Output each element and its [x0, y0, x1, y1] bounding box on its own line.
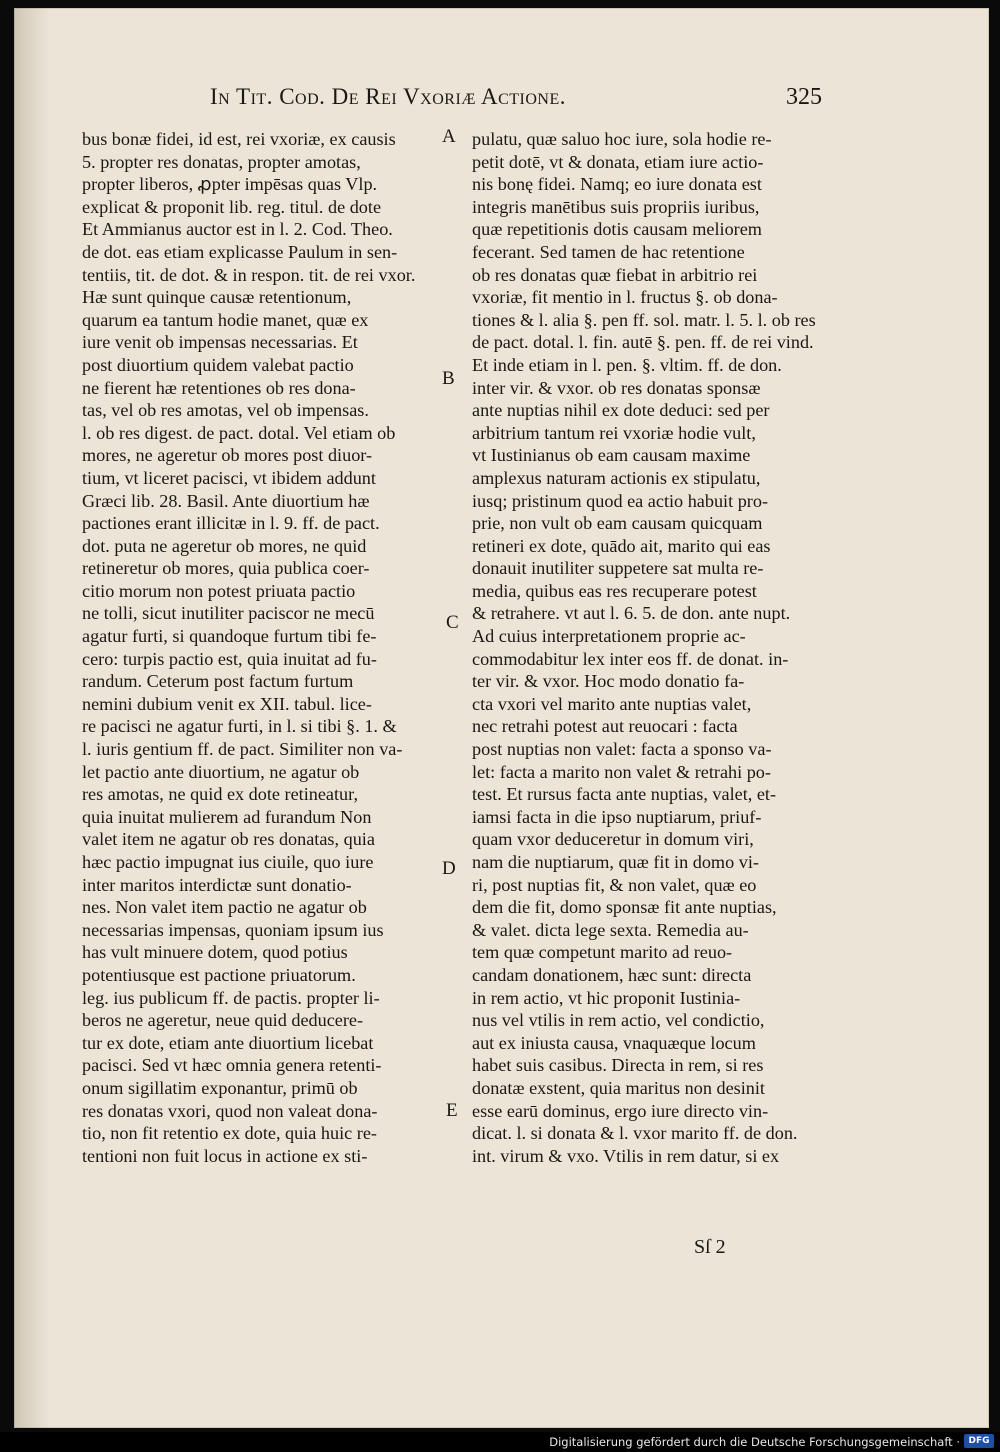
text-line: commodabitur lex inter eos ff. de donat. in- — [472, 648, 789, 669]
text-line: habet suis casibus. Directa in rem, si res — [472, 1055, 764, 1076]
text-line: Græci lib. 28. Basil. Ante diuortium hæ — [82, 490, 370, 511]
text-line: ne tolli, sicut inutiliter paciscor ne mecū — [82, 603, 375, 624]
text-line: amplexus naturam actionis ex stipulatu, — [472, 467, 761, 488]
text-line: test. Et rursus facta ante nuptias, valet, et- — [472, 784, 777, 805]
text-line: propter liberos, ꝓpter impēsas quas Vlp. — [82, 174, 378, 195]
text-line: cta vxori vel marito ante nuptias valet, — [472, 693, 752, 714]
text-line: dot. puta ne ageretur ob mores, ne quid — [82, 535, 367, 556]
margin-marker-e: E — [446, 1100, 458, 1121]
text-line: donatæ exstent, quia maritus non desinit — [472, 1077, 765, 1098]
text-line: leg. ius publicum ff. de pactis. propter li- — [82, 987, 380, 1008]
text-line: nis bonę fidei. Namq; eo iure donata est — [472, 174, 762, 195]
text-line: tiones & l. alia §. pen ff. sol. matr. l. 5. l. ob res — [472, 309, 816, 330]
text-line: ri, post nuptias fit, & non valet, quæ eo — [472, 874, 757, 895]
text-line: post nuptias non valet: facta a sponso va- — [472, 739, 772, 760]
footer-credit: Digitalisierung gefördert durch die Deutsche Forschungsgemeinschaft · — [549, 1435, 960, 1449]
text-line: candam donationem, hæc sunt: directa — [472, 964, 752, 985]
text-line: nus vel vtilis in rem actio, vel condictio, — [472, 1010, 765, 1031]
text-line: dicat. l. si donata & l. vxor marito ff. de don. — [472, 1123, 798, 1144]
text-line: valet item ne agatur ob res donatas, quia — [82, 829, 375, 850]
text-line: vxoriæ, fit mentio in l. fructus §. ob dona- — [472, 287, 778, 308]
text-line: esse earū dominus, ergo iure directo vin- — [472, 1100, 769, 1121]
text-line: has vult minuere dotem, quod potius — [82, 942, 348, 963]
text-line: citio morum non potest priuata pactio — [82, 580, 356, 601]
text-line: iusq; pristinum quod ea actio habuit pro- — [472, 490, 768, 511]
text-line: de pact. dotal. l. fin. autē §. pen. ff. de rei vind. — [472, 332, 814, 353]
text-line: l. iuris gentium ff. de pact. Similiter non va- — [82, 739, 403, 760]
text-line: & retrahere. vt aut l. 6. 5. de don. ante nupt. — [472, 603, 791, 624]
dfg-logo: DFG — [964, 1434, 994, 1448]
text-line: aut ex iniusta causa, vnaquæque locum — [472, 1032, 756, 1053]
text-line: ter vir. & vxor. Hoc modo donatio fa- — [472, 671, 745, 692]
text-line: ante nuptias nihil ex dote deduci: sed per — [472, 400, 770, 421]
text-line: necessarias impensas, quoniam ipsum ius — [82, 919, 384, 940]
text-line: bus bonæ fidei, id est, rei vxoriæ, ex causis — [82, 129, 396, 149]
text-line: retineretur ob mores, quia publica coer- — [82, 558, 370, 579]
text-line: randum. Ceterum post factum furtum — [82, 671, 354, 692]
text-line: let pactio ante diuortium, ne agatur ob — [82, 761, 360, 782]
text-line: quarum ea tantum hodie manet, quæ ex — [82, 309, 369, 330]
signature-mark: Sſ 2 — [694, 1236, 726, 1258]
text-line: Et Ammianus auctor est in l. 2. Cod. Theo. — [82, 219, 393, 240]
text-line: integris manētibus suis propriis iuribus, — [472, 196, 760, 217]
text-line: inter maritos interdictæ sunt donatio- — [82, 874, 352, 895]
text-line: Hæ sunt quinque causæ retentionum, — [82, 287, 352, 308]
text-line: nemini dubium venit ex XII. tabul. lice- — [82, 693, 372, 714]
text-line: nec retrahi potest aut reuocari : facta — [472, 716, 738, 737]
text-line: tio, non fit retentio ex dote, quia huic re- — [82, 1123, 377, 1144]
text-line: int. virum & vxo. Vtilis in rem datur, si ex — [472, 1145, 780, 1166]
text-line: pactiones erant illicitæ in l. 9. ff. de pact. — [82, 513, 380, 534]
margin-marker-b: B — [442, 368, 455, 389]
text-line: nes. Non valet item pactio ne agatur ob — [82, 897, 367, 918]
text-line: inter vir. & vxor. ob res donatas sponsæ — [472, 377, 761, 398]
text-line: let: facta a marito non valet & retrahi po- — [472, 761, 771, 782]
text-line: tentiis, tit. de dot. & in respon. tit. de rei vxor. — [82, 264, 416, 285]
text-line: beros ne ageretur, neue quid deducere- — [82, 1010, 364, 1031]
text-line: ne fierent hæ retentiones ob res dona- — [82, 377, 356, 398]
text-line: l. ob res digest. de pact. dotal. Vel etiam ob — [82, 422, 396, 443]
text-line: donauit inutiliter suppetere sat multa re- — [472, 558, 764, 579]
text-line: arbitrium tantum rei vxoriæ hodie vult, — [472, 422, 756, 443]
text-line: iure venit ob impensas necessarias. Et — [82, 332, 358, 353]
text-line: post diuortium quidem valebat pactio — [82, 354, 354, 375]
text-line: Et inde etiam in l. pen. §. vltim. ff. de don. — [472, 354, 782, 375]
text-line: fecerant. Sed tamen de hac retentione — [472, 241, 745, 262]
margin-marker-a: A — [442, 126, 456, 147]
text-line: Ad cuius interpretationem proprie ac- — [472, 626, 746, 647]
running-head: In Tit. Cod. De Rei Vxoriæ Actione. — [210, 84, 567, 109]
text-line: in rem actio, vt hic proponit Iustinia- — [472, 987, 741, 1008]
text-line: pulatu, quæ saluo hoc iure, sola hodie re- — [472, 129, 772, 149]
page-number: 325 — [786, 84, 822, 110]
text-line: iamsi facta in die ipso nuptiarum, priuf- — [472, 806, 762, 827]
text-line: ob res donatas quæ fiebat in arbitrio rei — [472, 264, 758, 285]
text-line: pacisci. Sed vt hæc omnia genera retenti- — [82, 1055, 382, 1076]
text-line: mores, ne ageretur ob mores post diuor- — [82, 445, 373, 466]
margin-marker-c: C — [446, 612, 459, 633]
text-line: nam die nuptiarum, quæ fit in domo vi- — [472, 852, 759, 872]
text-line: tur ex dote, etiam ante diuortium licebat — [82, 1032, 374, 1053]
text-line: petit dotē, vt & donata, etiam iure actio- — [472, 151, 764, 172]
text-line: 5. propter res donatas, propter amotas, — [82, 151, 361, 172]
text-line: prie, non vult ob eam causam quicquam — [472, 513, 763, 534]
text-line: & valet. dicta lege sexta. Remedia au- — [472, 919, 749, 940]
text-line: potentiusque est pactione priuatorum. — [82, 964, 356, 985]
text-line: retineri ex dote, quādo ait, marito qui eas — [472, 535, 771, 556]
right-text-column — [472, 128, 837, 1167]
margin-marker-d: D — [442, 858, 456, 879]
text-line: onum sigillatim exponantur, primū ob — [82, 1077, 358, 1098]
text-line: cero: turpis pactio est, quia inuitat ad fu- — [82, 648, 377, 669]
text-line: tentioni non fuit locus in actione ex sti- — [82, 1145, 368, 1166]
text-line: quæ repetitionis dotis causam meliorem — [472, 219, 762, 240]
book-page — [14, 8, 989, 1428]
text-line: quam vxor deduceretur in domum viri, — [472, 829, 754, 850]
text-line: vt Iustinianus ob eam causam maxime — [472, 445, 751, 466]
text-line: hæc pactio impugnat ius ciuile, quo iure — [82, 852, 374, 872]
text-line: de dot. eas etiam explicasse Paulum in sen- — [82, 241, 398, 262]
left-text-column — [82, 128, 447, 1167]
text-line: re pacisci ne agatur furti, in l. si tibi §. 1. & — [82, 716, 397, 737]
text-line: explicat & proponit lib. reg. titul. de dote — [82, 196, 382, 217]
text-line: tas, vel ob res amotas, vel ob impensas. — [82, 400, 369, 421]
text-line: tium, vt liceret pacisci, vt ibidem addunt — [82, 467, 376, 488]
text-line: agatur furti, si quandoque furtum tibi fe- — [82, 626, 377, 647]
text-line: dem die fit, domo sponsæ fit ante nuptias, — [472, 897, 777, 918]
text-line: tem quæ competunt marito ad reuo- — [472, 942, 733, 963]
text-line: res amotas, ne quid ex dote retineatur, — [82, 784, 359, 805]
text-line: quia inuitat mulierem ad furandum Non — [82, 806, 372, 827]
text-line: res donatas vxori, quod non valeat dona- — [82, 1100, 378, 1121]
text-line: media, quibus eas res recuperare potest — [472, 580, 757, 601]
